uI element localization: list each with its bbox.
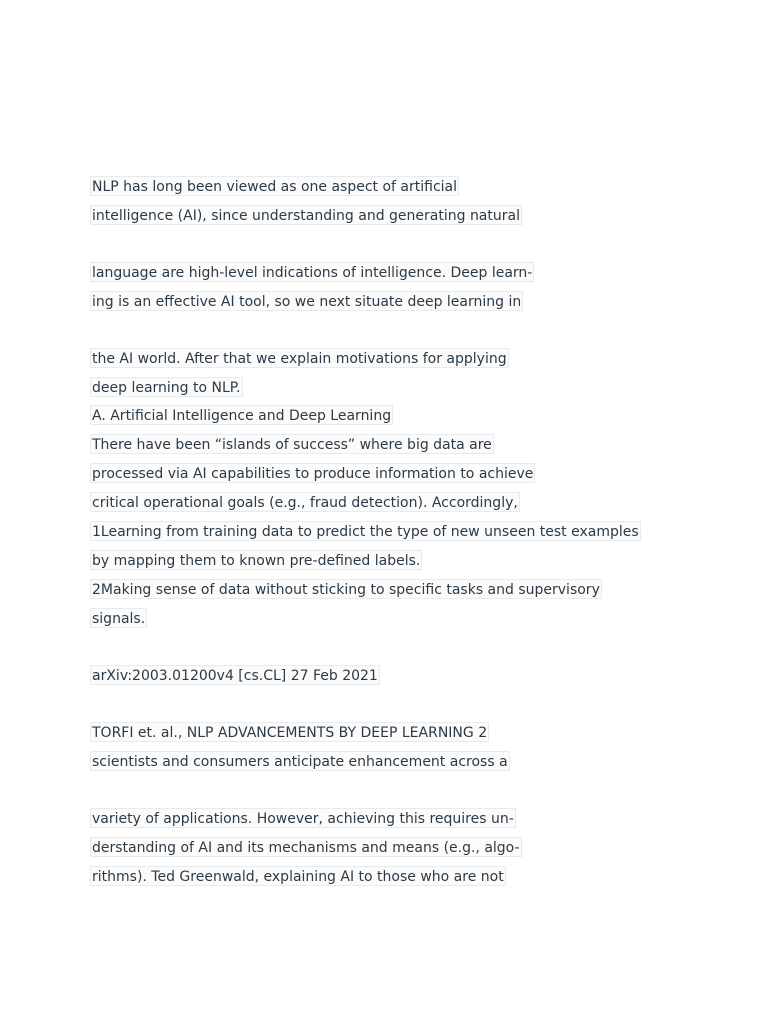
text-line: variety of applications. However, achieving this requires un-: [90, 808, 516, 828]
footnote-line: 1Learning from training data to predict the type of new unseen test examples: [90, 521, 641, 541]
footnote-line: signals.: [90, 608, 147, 628]
text-line: critical operational goals (e.g., fraud detection). Accordingly,: [90, 492, 520, 512]
text-line: scientists and consumers anticipate enhancement across a: [90, 751, 510, 771]
text-line: There have been “islands of success” where big data are: [90, 434, 494, 454]
text-line: derstanding of AI and its mechanisms and means (e.g., algo-: [90, 837, 522, 857]
footnote-line: by mapping them to known pre-defined labels.: [90, 550, 422, 570]
text-line: rithms). Ted Greenwald, explaining AI to those who are not: [90, 866, 506, 886]
text-line: NLP has long been viewed as one aspect of artificial: [90, 176, 459, 196]
section-heading: A. Artificial Intelligence and Deep Learning: [90, 405, 393, 425]
text-line: the AI world. After that we explain motivations for applying: [90, 348, 509, 368]
text-line: ing is an effective AI tool, so we next situate deep learning in: [90, 291, 523, 311]
text-line: intelligence (AI), since understanding and generating natural: [90, 205, 522, 225]
footnote-line: 2Making sense of data without sticking to specific tasks and supervisory: [90, 579, 602, 599]
arxiv-identifier: arXiv:2003.01200v4 [cs.CL] 27 Feb 2021: [90, 665, 380, 685]
text-line: deep learning to NLP.: [90, 377, 243, 397]
running-header: TORFI et. al., NLP ADVANCEMENTS BY DEEP LEARNING 2: [90, 722, 489, 742]
text-line: processed via AI capabilities to produce information to achieve: [90, 463, 535, 483]
text-line: language are high-level indications of intelligence. Deep learn-: [90, 262, 534, 282]
